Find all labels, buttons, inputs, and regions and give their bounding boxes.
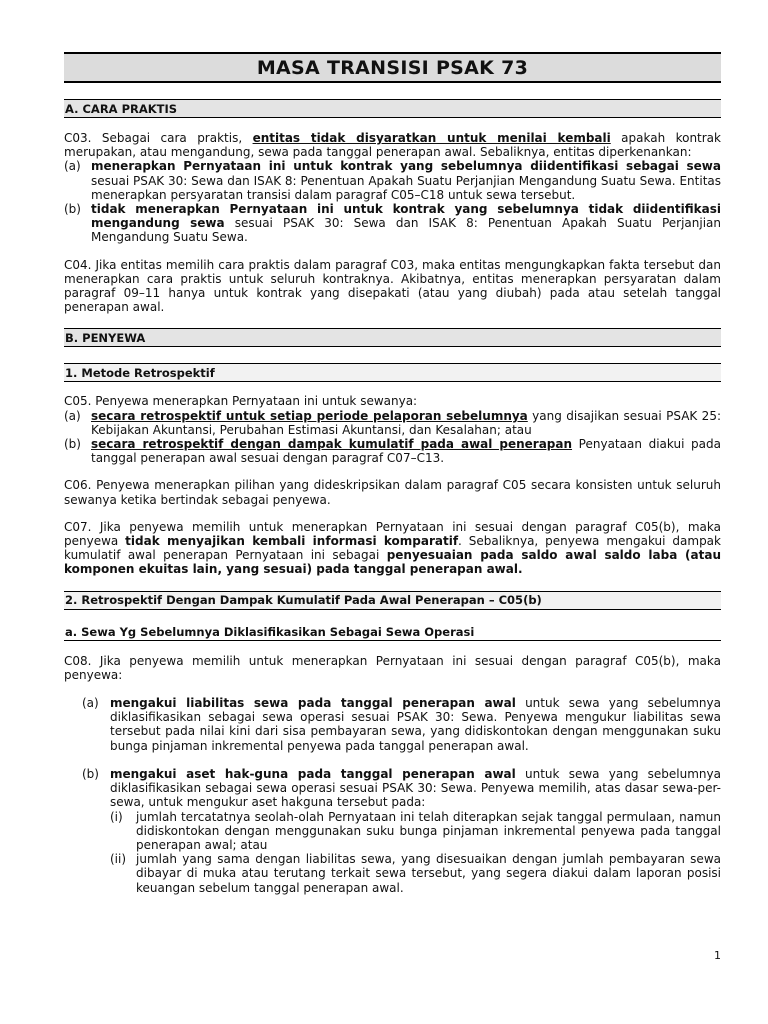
list-item-c08-b-i: (i) jumlah tercatatnya seolah-olah Pernyataan ini telah diterapkan sejak tanggal permulaan, namun didiskontokan dengan menggunakan suku bunga pinjaman inkremental penyewa pada tanggal penerapan awal; atau [110,809,721,852]
section-heading-a: A. CARA PRAKTIS [64,99,721,118]
list-item-c05-b: (b) secara retrospektif dengan dampak kumulatif pada awal penerapan Penyataan diakui pada tanggal penerapan awal sesuai dengan paragraf C07–C13. [64,437,721,466]
list-item-c08-b: (b) mengakui aset hak-guna pada tanggal penerapan awal untuk sewa yang sebelumnya diklasifikasikan sebagai sewa operasi sesuai PSAK 30: Sewa. Penyewa memilih, atas dasar sewa-per-sewa, untuk mengukur aset hakguna tersebut pada: [82,766,721,810]
subsection-heading-2: 2. Retrospektif Dengan Dampak Kumulatif Pada Awal Penerapan – C05(b) [64,591,721,610]
list-item-c03-b: (b) tidak menerapkan Pernyataan ini untuk kontrak yang sebelumnya tidak diidentifikasi mengandung sewa sesuai PSAK 30: Sewa dan ISAK 8: Penentuan Apakah Suatu Perjanjian Mengandung Suatu Sewa. [64,202,721,245]
page-title: MASA TRANSISI PSAK 73 [64,52,721,83]
subsection-heading-2a: a. Sewa Yg Sebelumnya Diklasifikasikan Sebagai Sewa Operasi [64,622,721,641]
list-item-c08-b-ii: (ii) jumlah yang sama dengan liabilitas sewa, yang disesuaikan dengan jumlah pembayaran sewa dibayar di muka atau terutang terkait sewa tersebut, yang segera diakui dalam laporan posisi keuangan sebelum tanggal penerapan awal. [110,852,721,895]
paragraph-c07: C07. Jika penyewa memilih untuk menerapkan Pernyataan ini sesuai dengan paragraf C05(b), maka penyewa tidak menyajikan kembali informasi komparatif. Sebaliknya, penyewa mengakui dampak kumulatif awal penerapan Pernyataan ini sebagai penyesuaian pada saldo awal saldo laba (atau komponen ekuitas lain, yang sesuai) pada tanggal penerapan awal. [64,519,722,577]
paragraph-c06: C06. Penyewa menerapkan pilihan yang dideskripsikan dalam paragraf C05 secara konsisten untuk seluruh sewanya ketika bertindak sebagai penyewa. [64,478,721,507]
paragraph-c04: C04. Jika entitas memilih cara praktis dalam paragraf C03, maka entitas mengungkapkan fakta tersebut dan menerapkan cara praktis untuk seluruh kontraknya. Akibatnya, entitas menerapkan persyaratan dalam paragraf 09–11 hanya untuk kontrak yang disepakati (atau yang diubah) pada atau setelah tanggal penerapan awal. [64,257,721,315]
paragraph-c03: C03. Sebagai cara praktis, entitas tidak disyaratkan untuk menilai kembali apakah kontrak merupakan, atau mengandung, sewa pada tanggal penerapan awal. Sebaliknya, entitas diperkenankan: [64,131,721,160]
page-number: 1 [714,949,721,962]
list-item-c08-a: (a) mengakui liabilitas sewa pada tanggal penerapan awal untuk sewa yang sebelumnya diklasifikasikan sebagai sewa operasi sesuai PSAK 30: Sewa. Penyewa mengukur liabilitas sewa tersebut pada nilai kini dari sisa pembayaran sewa, yang didiskontokan dengan menggunakan suku bunga pinjaman inkremental penyewa pada tanggal penerapan awal. [82,696,721,753]
list-item-c03-a: (a) menerapkan Pernyataan ini untuk kontrak yang sebelumnya diidentifikasi sebagai sewa sesuai PSAK 30: Sewa dan ISAK 8: Penentuan Apakah Suatu Perjanjian Mengandung Suatu Sewa. Entitas menerapkan persyaratan transisi dalam paragraf C05–C18 untuk sewa tersebut. [64,159,721,202]
paragraph-c08: C08. Jika penyewa memilih untuk menerapkan Pernyataan ini sesuai dengan paragraf C05(b), maka penyewa: [64,653,721,682]
paragraph-c05: C05. Penyewa menerapkan Pernyataan ini untuk sewanya: [64,394,418,409]
document-page [64,52,721,895]
list-item-c05-a: (a) secara retrospektif untuk setiap periode pelaporan sebelumnya yang disajikan sesuai PSAK 25: Kebijakan Akuntansi, Perubahan Estimasi Akuntansi, dan Kesalahan; atau [64,408,721,437]
subsection-heading-1: 1. Metode Retrospektif [64,363,721,382]
section-heading-b: B. PENYEWA [64,328,721,347]
